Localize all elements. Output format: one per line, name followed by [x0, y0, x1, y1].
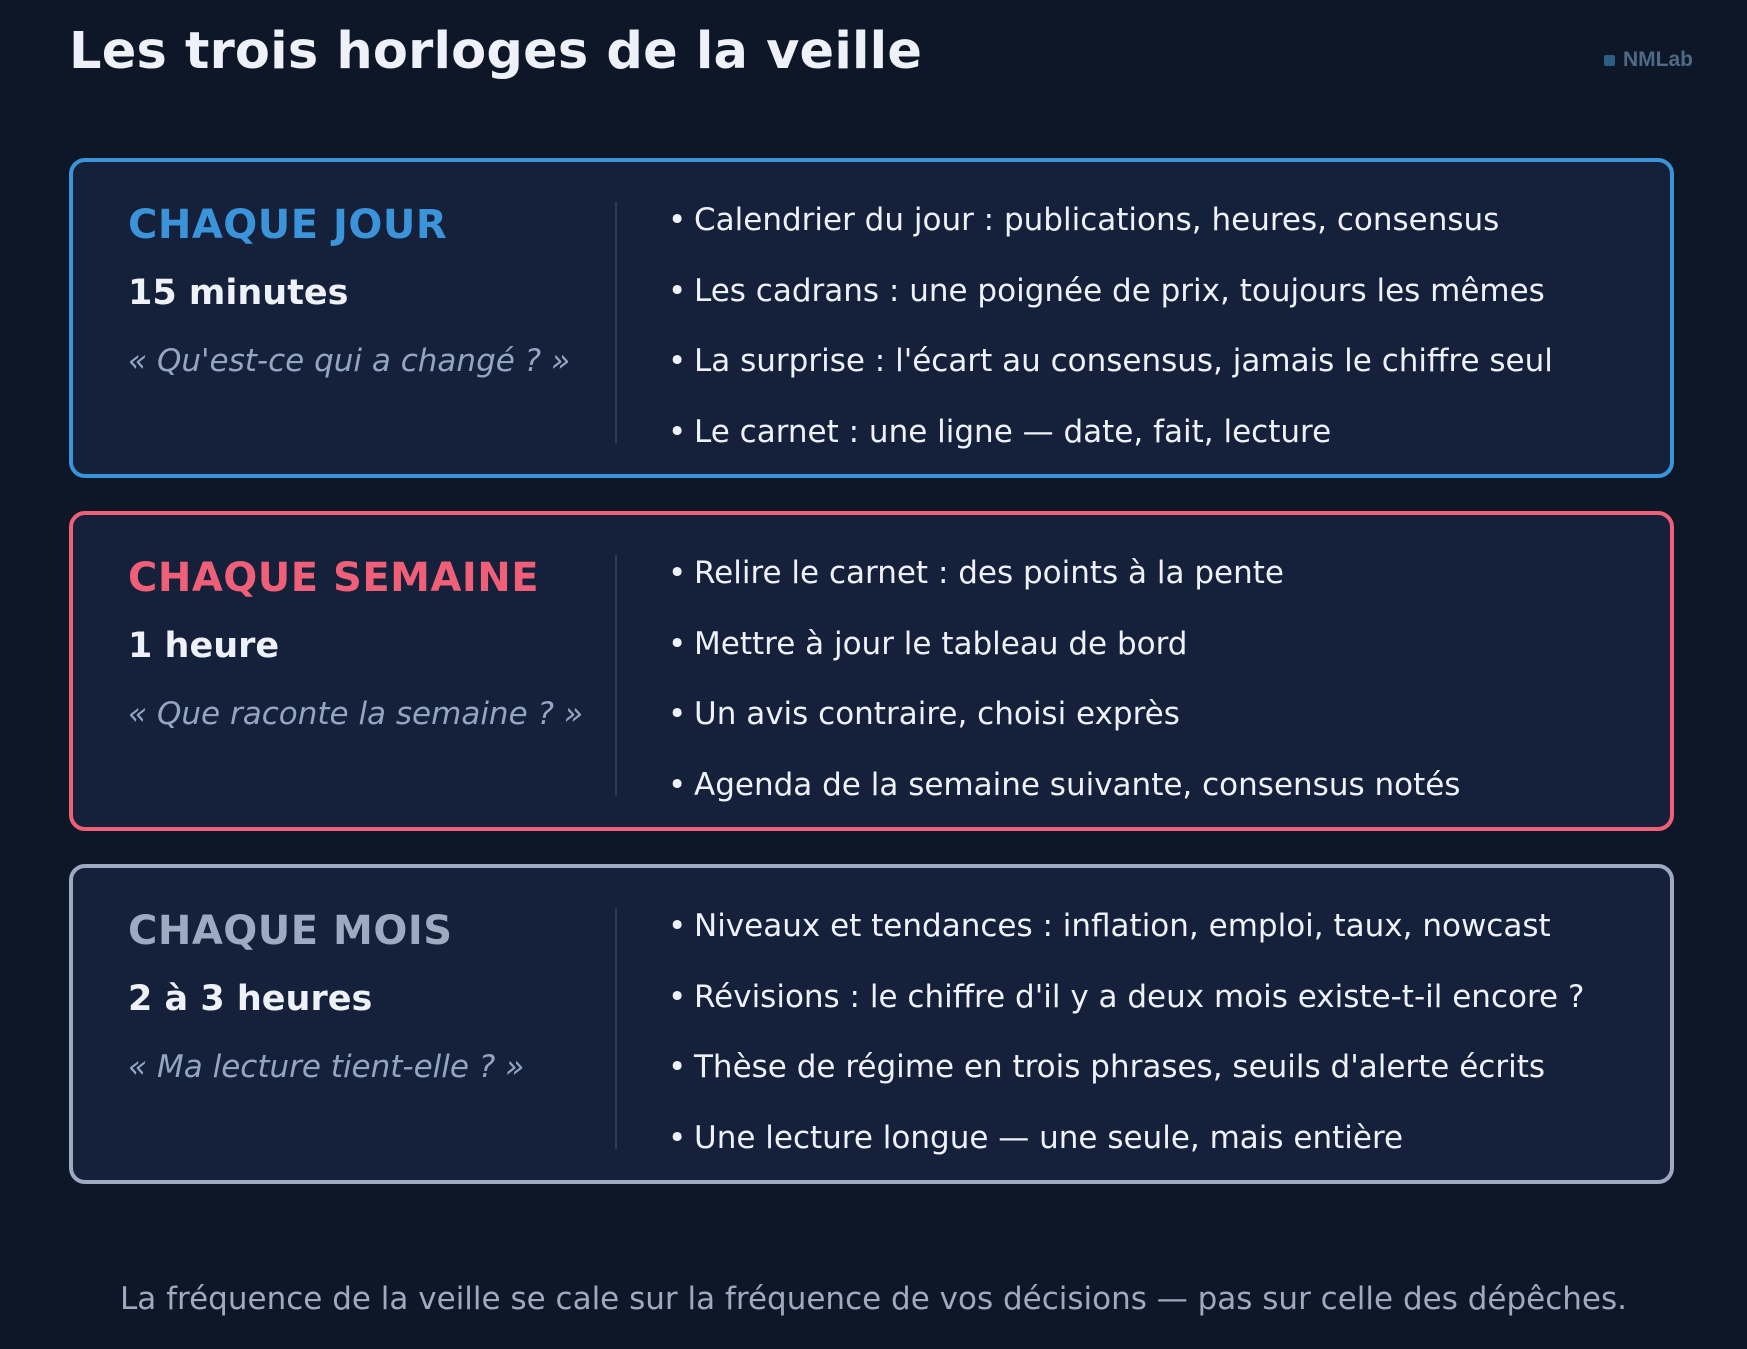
footer-note: La fréquence de la veille se cale sur la fréquence de vos décisions — pas sur celle des dépêches.	[120, 1281, 1627, 1317]
panel-monthly-question: « Ma lecture tient-elle ? »	[128, 1049, 525, 1085]
page-title: Les trois horloges de la veille	[69, 22, 923, 81]
panel-daily	[69, 158, 1674, 478]
list-item: • Relire le carnet : des points à la pente	[668, 553, 1460, 624]
list-item: • Une lecture longue — une seule, mais entière	[668, 1118, 1584, 1189]
list-item: • Le carnet : une ligne — date, fait, lecture	[668, 412, 1553, 483]
panel-daily-question: « Qu'est-ce qui a changé ? »	[128, 343, 571, 379]
list-item: • Révisions : le chiffre d'il y a deux mois existe-t-il encore ?	[668, 977, 1584, 1048]
panel-weekly-duration: 1 heure	[128, 626, 280, 666]
panel-weekly-list	[668, 553, 1460, 835]
list-item: • Niveaux et tendances : inflation, emploi, taux, nowcast	[668, 906, 1584, 977]
panel-monthly-divider	[615, 908, 617, 1149]
list-item: • Agenda de la semaine suivante, consensus notés	[668, 765, 1460, 836]
list-item: • Calendrier du jour : publications, heures, consensus	[668, 200, 1553, 271]
list-item: • Mettre à jour le tableau de bord	[668, 624, 1460, 695]
panel-weekly-question: « Que raconte la semaine ? »	[128, 696, 583, 732]
panel-monthly-duration: 2 à 3 heures	[128, 979, 373, 1019]
list-item: • Thèse de régime en trois phrases, seuils d'alerte écrits	[668, 1047, 1584, 1118]
panel-weekly	[69, 511, 1674, 831]
panel-daily-heading: CHAQUE JOUR	[128, 202, 448, 248]
list-item: • La surprise : l'écart au consensus, jamais le chiffre seul	[668, 341, 1553, 412]
brand-name: NMLab	[1623, 48, 1693, 71]
brand-square-icon	[1604, 55, 1615, 66]
panel-weekly-divider	[615, 555, 617, 796]
panel-daily-list	[668, 200, 1553, 482]
brand-logo	[1604, 48, 1693, 72]
panel-weekly-heading: CHAQUE SEMAINE	[128, 555, 540, 601]
panel-daily-duration: 15 minutes	[128, 273, 349, 313]
panel-daily-divider	[615, 202, 617, 443]
panel-monthly	[69, 864, 1674, 1184]
panel-monthly-list	[668, 906, 1584, 1188]
list-item: • Les cadrans : une poignée de prix, toujours les mêmes	[668, 271, 1553, 342]
panel-monthly-heading: CHAQUE MOIS	[128, 908, 453, 954]
list-item: • Un avis contraire, choisi exprès	[668, 694, 1460, 765]
